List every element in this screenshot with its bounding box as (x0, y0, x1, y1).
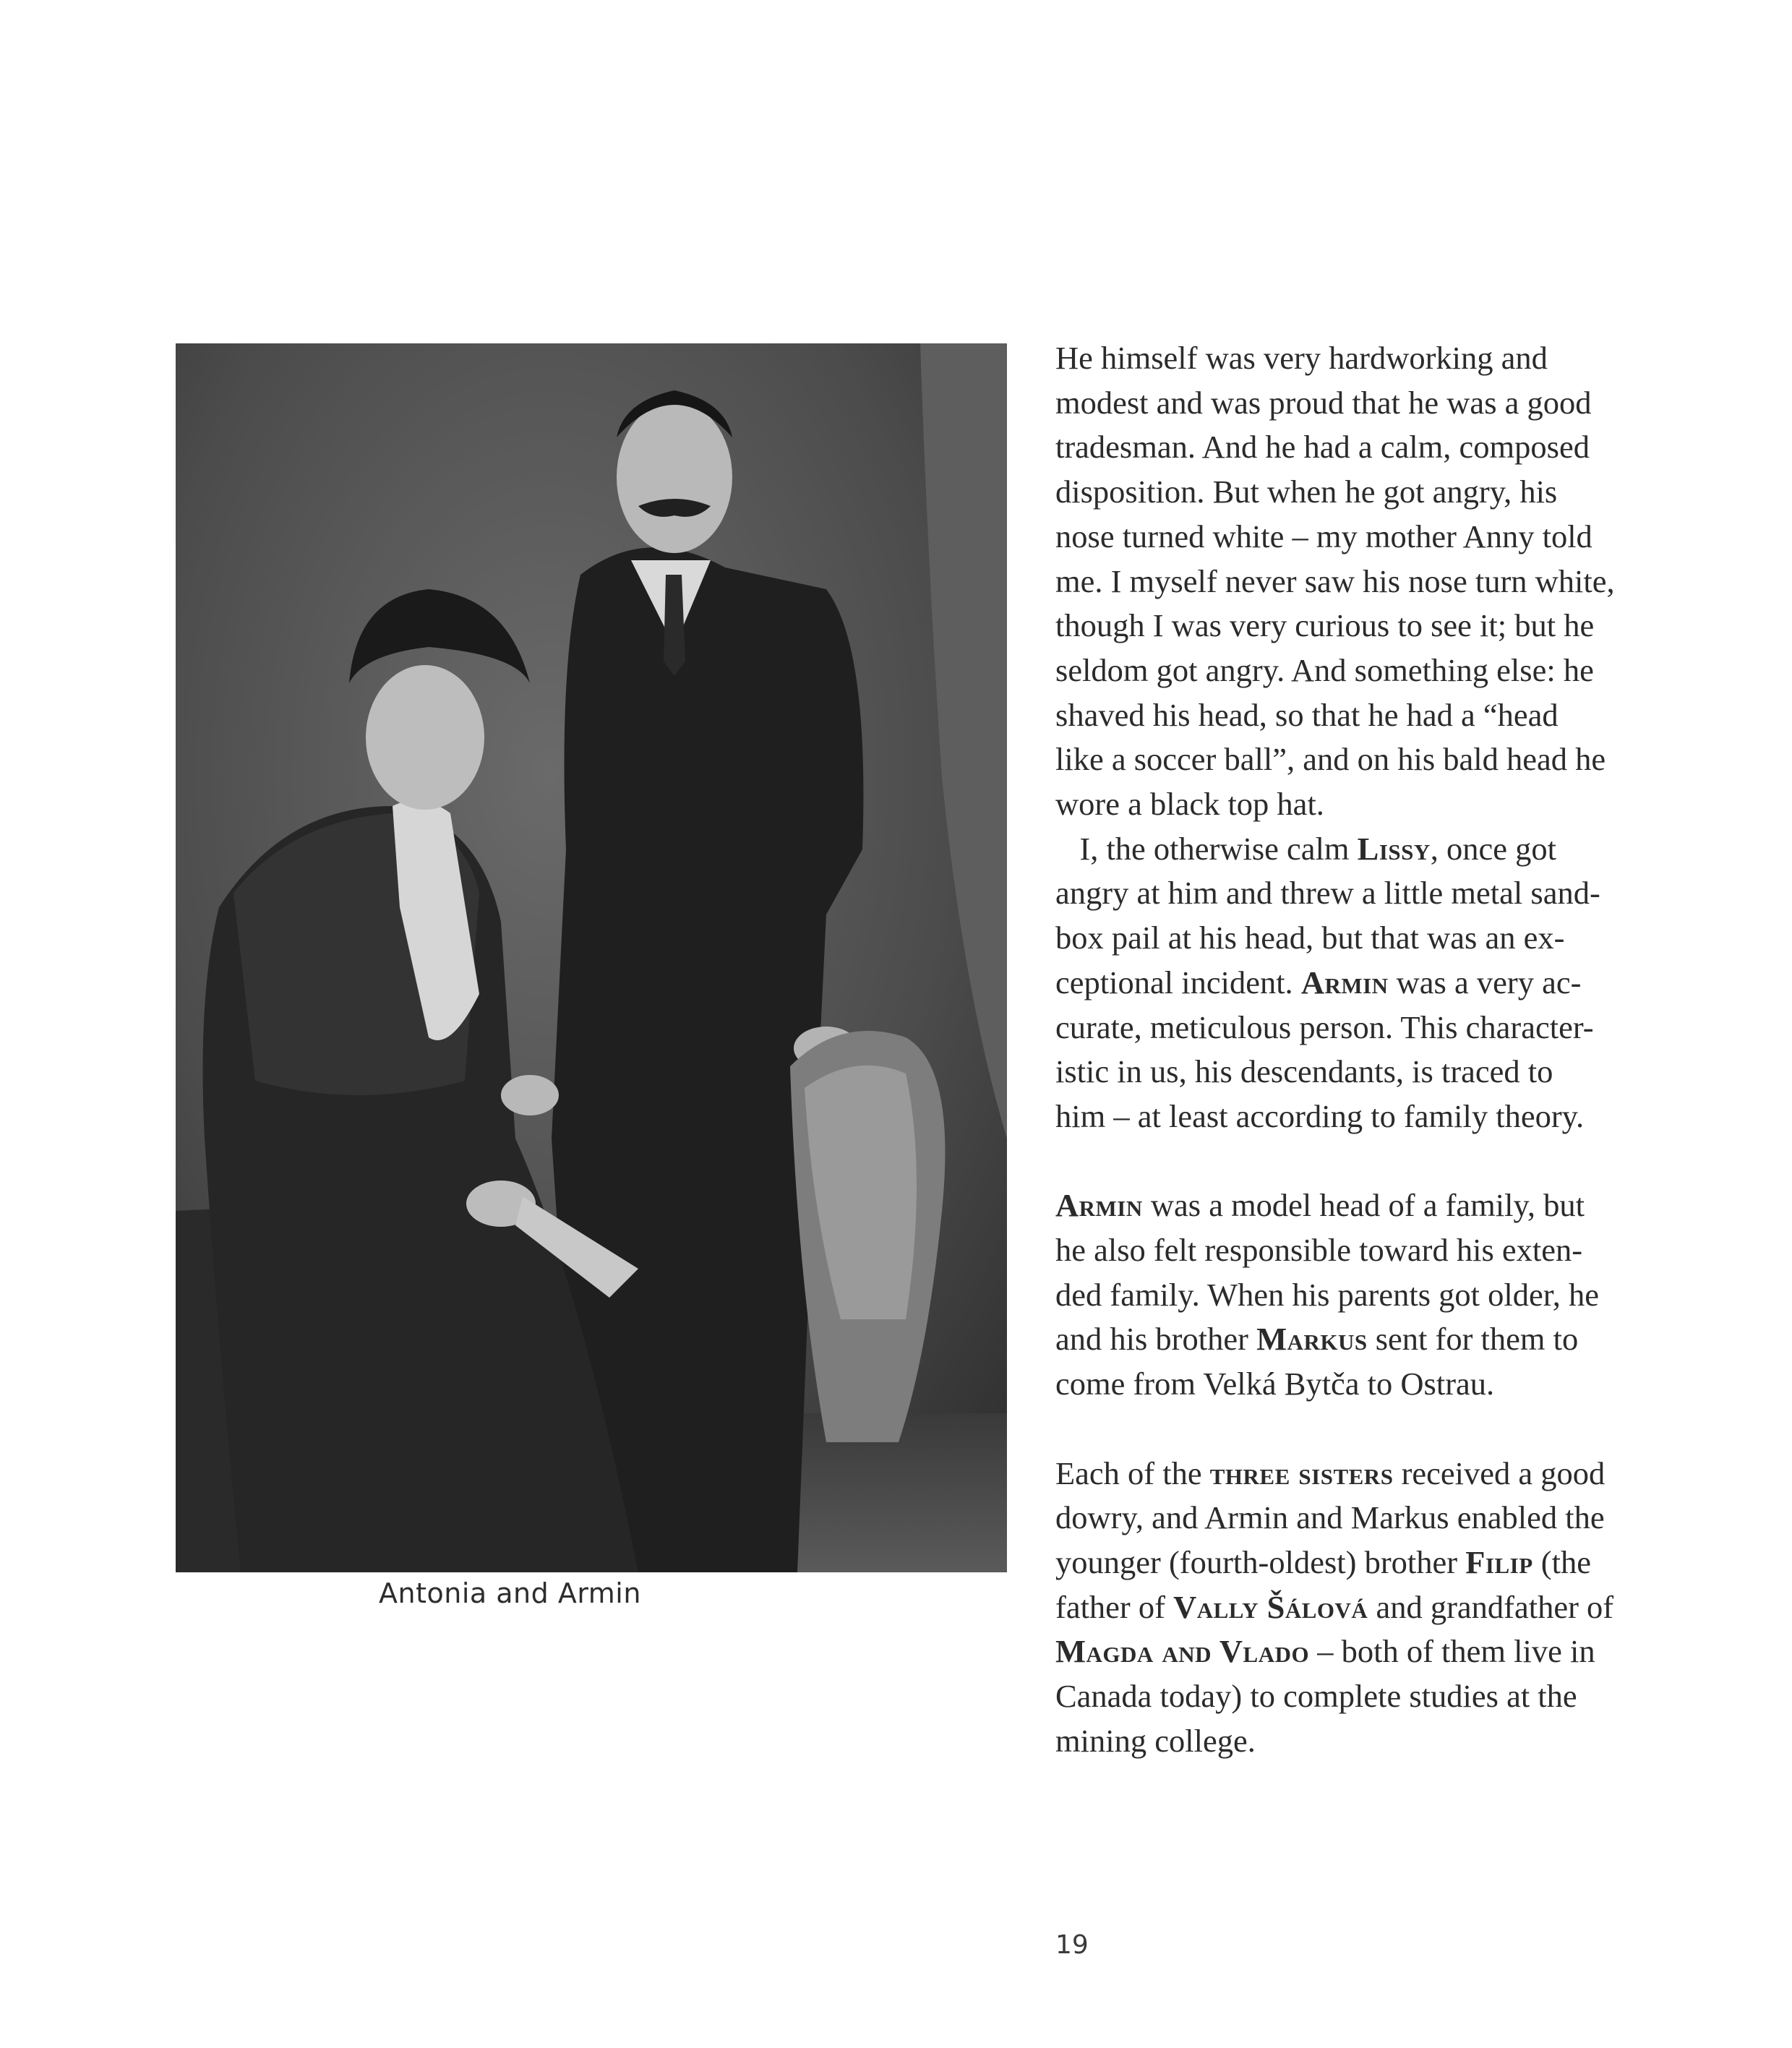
text-run: angry at him and threw a little metal sand- (1055, 875, 1600, 912)
text-run: ded family. When his parents got older, he (1055, 1276, 1600, 1313)
body-text (1055, 336, 1692, 1763)
text-line (1055, 1585, 1692, 1630)
text-run: , once got (1430, 830, 1557, 867)
text-line (1055, 425, 1692, 470)
text-run: and grandfather of (1368, 1588, 1614, 1625)
text-run: received a good (1393, 1454, 1605, 1491)
text-line (1055, 1317, 1692, 1362)
paragraph-gap (1055, 1139, 1692, 1184)
name-smallcaps: Vally Šálová (1173, 1588, 1368, 1625)
name-smallcaps: Markus (1256, 1321, 1368, 1358)
text-run: was a very ac- (1388, 964, 1582, 1001)
text-run: dowry, and Armin and Markus enabled the (1055, 1499, 1605, 1536)
text-run: like a soccer ball”, and on his bald head he (1055, 741, 1606, 778)
text-run: ceptional incident. (1055, 964, 1301, 1001)
text-run: wore a black top hat. (1055, 786, 1324, 823)
text-line (1055, 1183, 1692, 1228)
text-line (1055, 1362, 1692, 1407)
name-smallcaps: Filip (1465, 1543, 1533, 1580)
text-line (1055, 470, 1692, 515)
text-line (1055, 1273, 1692, 1318)
text-run: shaved his head, so that he had a “head (1055, 696, 1559, 733)
text-line (1055, 1719, 1692, 1764)
paragraph (1055, 336, 1692, 1139)
text-run: tradesman. And he had a calm, composed (1055, 429, 1590, 466)
text-line (1055, 1006, 1692, 1050)
text-run: and his brother (1055, 1321, 1257, 1358)
text-run: Each of the (1055, 1454, 1210, 1491)
text-line (1055, 1674, 1692, 1719)
text-line (1055, 961, 1692, 1006)
text-run: mining college. (1055, 1722, 1256, 1759)
name-smallcaps: Lissy (1357, 830, 1431, 867)
text-run: He himself was very hardworking and (1055, 340, 1548, 376)
text-line (1055, 1452, 1692, 1496)
text-line (1055, 737, 1692, 782)
name-smallcaps: Armin (1300, 964, 1389, 1001)
text-run: modest and was proud that he was a good (1055, 384, 1592, 421)
text-line (1055, 560, 1692, 604)
text-run: he also felt responsible toward his exten- (1055, 1232, 1583, 1269)
portrait-photo (176, 343, 1007, 1572)
text-run: nose turned white – my mother Anny told (1055, 518, 1592, 554)
text-line (1055, 1496, 1692, 1541)
text-run: box pail at his head, but that was an ex- (1055, 920, 1565, 956)
text-line (1055, 1228, 1692, 1273)
portrait-photo-graphic (176, 343, 1007, 1572)
paragraph (1055, 1183, 1692, 1407)
name-smallcaps: Armin (1055, 1187, 1143, 1224)
text-line (1055, 782, 1692, 827)
text-line (1055, 1541, 1692, 1585)
text-run: – both of them live in (1309, 1633, 1595, 1670)
text-line (1055, 336, 1692, 381)
text-run: me. I myself never saw his nose turn white, (1055, 562, 1615, 599)
text-run: come from Velká Bytča to Ostrau. (1055, 1366, 1495, 1402)
text-run: I, the otherwise calm (1055, 830, 1358, 867)
text-run: istic in us, his descendants, is traced to (1055, 1053, 1553, 1090)
photo-caption: Antonia and Armin (379, 1577, 641, 1609)
text-line (1055, 1050, 1692, 1094)
text-run: seldom got angry. And something else: he (1055, 651, 1594, 688)
text-run: father of (1055, 1588, 1174, 1625)
text-line (1055, 1629, 1692, 1674)
text-line (1055, 515, 1692, 560)
text-line (1055, 916, 1692, 961)
page-number: 19 (1055, 1930, 1089, 1960)
text-line (1055, 827, 1692, 872)
text-run: though I was very curious to see it; but he (1055, 607, 1595, 644)
text-line (1055, 604, 1692, 648)
text-line (1055, 871, 1692, 916)
text-run: curate, meticulous person. This character- (1055, 1008, 1594, 1045)
text-run: him – at least according to family theory. (1055, 1097, 1585, 1134)
text-line (1055, 1094, 1692, 1139)
text-run: Canada today) to complete studies at the (1055, 1678, 1577, 1715)
paragraph-gap (1055, 1407, 1692, 1452)
text-line (1055, 381, 1692, 426)
text-line (1055, 648, 1692, 693)
text-run: disposition. But when he got angry, his (1055, 474, 1558, 510)
name-smallcaps: Magda and Vlado (1055, 1633, 1310, 1670)
text-line (1055, 693, 1692, 738)
text-run: younger (fourth-oldest) brother (1055, 1543, 1466, 1580)
name-smallcaps: three sisters (1209, 1454, 1394, 1491)
text-run: (the (1532, 1543, 1591, 1580)
text-run: sent for them to (1367, 1321, 1579, 1358)
text-run: was a model head of a family, but (1142, 1187, 1585, 1224)
paragraph (1055, 1452, 1692, 1764)
